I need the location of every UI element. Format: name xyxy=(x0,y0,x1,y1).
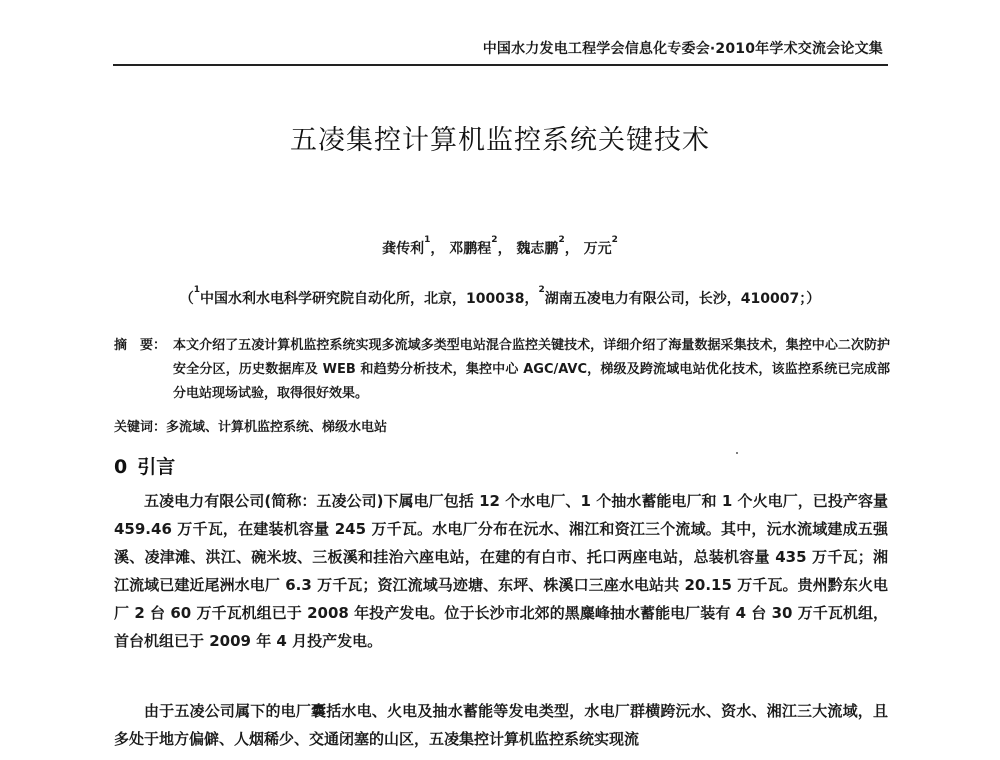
keywords-text: 多流域、计算机监控系统、梯级水电站 xyxy=(166,420,388,435)
author-separator: ， xyxy=(497,241,512,257)
body-paragraph-1: 五凌电力有限公司(简称：五凌公司)下属电厂包括 12 个水电厂、1 个抽水蓄能电厂和 1 个火电厂，已投产容量 459.46 万千瓦，在建装机容量 245 万千瓦。水电厂分布在沅水、湘江和资江三个流域。其中，沅水流域建成五强溪、凌津滩、洪江、碗米坡、三板溪和挂治六座电站，在建的有白市、托口两座电站，总装机容量 435 万千瓦；湘江流域已建近尾洲水电厂 6.3 万千瓦；资江流域马迹塘、东坪、株溪口三座水电站共 20.15 万千瓦。贵州黔东火电厂 2 台 60 万千瓦机组已于 2008 年投产发电。位于长沙市北郊的黑麋峰抽水蓄能电厂装有 4 台 30 万千瓦机组，首台机组已于 2009 年 4 月投产发电。 xyxy=(114,492,888,650)
affiliations xyxy=(0,285,1000,308)
author-separator: ， xyxy=(564,241,579,257)
affil-1: 中国水利水电科学研究院自动化所，北京，100038， xyxy=(200,291,539,307)
author-affil-mark: 1 xyxy=(424,235,431,245)
affil-2: 湖南五凌电力有限公司，长沙，410007；） xyxy=(544,291,821,307)
affil-mark-1: 1 xyxy=(193,285,201,295)
affil-mark-2: 2 xyxy=(538,285,545,295)
author-list xyxy=(0,235,1000,258)
abstract-text: 本文介绍了五凌计算机监控系统实现多流域多类型电站混合监控关键技术，详细介绍了海量数据采集技术，集控中心二次防护安全分区，历史数据库及 WEB 和趋势分析技术，集控中心 AGC/AVC，梯级及跨流域电站优化技术，该监控系统已完成部分电站现场试验，取得很好效果。 xyxy=(173,338,890,401)
author-affil-mark: 2 xyxy=(491,235,498,245)
section-heading xyxy=(114,452,175,479)
author-name: 龚传利 xyxy=(382,241,425,257)
author-affil-mark: 2 xyxy=(558,235,565,245)
abstract-label: 摘 要： xyxy=(114,338,167,353)
author-name: 邓鹏程 xyxy=(449,241,492,257)
scan-speck xyxy=(736,452,738,454)
running-head: 中国水力发电工程学会信息化专委会·2010年学术交流会论文集 xyxy=(482,41,883,57)
abstract-block xyxy=(114,334,890,406)
author-name: 万元 xyxy=(583,241,612,257)
body-paragraph-2: 由于五凌公司属下的电厂囊括水电、火电及抽水蓄能等发电类型，水电厂群横跨沅水、资水、湘江三大流域，且多处于地方偏僻、人烟稀少、交通闭塞的山区，五凌集控计算机监控系统实现流 xyxy=(114,702,888,748)
author-affil-mark: 2 xyxy=(611,235,618,245)
paper-title: 五凌集控计算机监控系统关键技术 xyxy=(290,125,710,156)
header-rule xyxy=(113,64,888,66)
keywords-line xyxy=(114,416,387,435)
section-title: 引言 xyxy=(137,456,176,478)
affil-open-paren: （ xyxy=(179,291,194,307)
author-name: 魏志鹏 xyxy=(516,241,559,257)
section-number: 0 xyxy=(114,456,128,478)
author-separator: ， xyxy=(430,241,445,257)
keywords-label: 关键词： xyxy=(114,420,167,435)
